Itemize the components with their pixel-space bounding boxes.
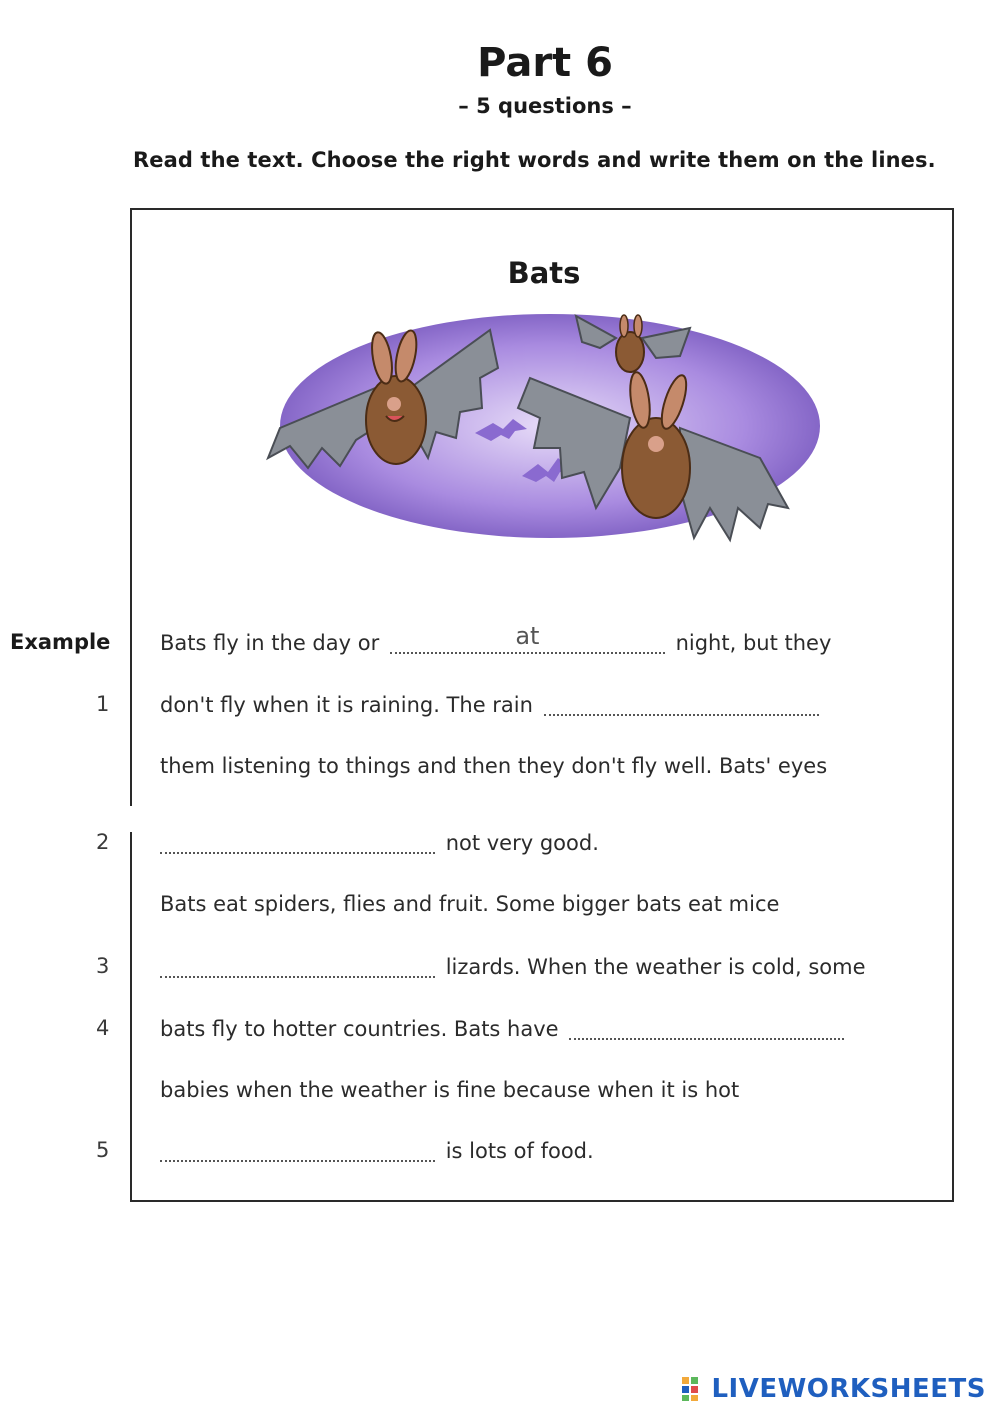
story-line-3 [160,954,866,979]
line-text: them listening to things and then they don't fly well. Bats' eyes [160,754,828,778]
frame-gap [124,806,136,832]
question-number: 3 [96,954,110,978]
story-line [160,1078,739,1102]
line-text: Bats fly in the day or [160,631,380,655]
story-line-2 [160,830,599,855]
answer-field-5[interactable] [160,1138,435,1162]
line-text: Bats eat spiders, flies and fruit. Some bigger bats eat mice [160,892,780,916]
story-line [160,754,827,778]
example-answer-field [390,622,665,654]
answer-field-4[interactable] [569,1016,844,1040]
answer-field-1[interactable] [544,692,819,716]
answer-field-3[interactable] [160,954,435,978]
question-number: 2 [96,830,110,854]
answer-field-2[interactable] [160,830,435,854]
line-text: lizards. When the weather is cold, some [445,955,866,979]
questions-subtitle: – 5 questions – [458,94,632,118]
question-number: 5 [96,1138,110,1162]
line-text: babies when the weather is fine because when it is hot [160,1078,740,1102]
line-text: is lots of food. [445,1139,594,1163]
story-line-1 [160,692,823,717]
bats-illustration [260,308,820,558]
story-line [160,892,779,916]
story-line-example [160,622,832,655]
story-line-5 [160,1138,594,1163]
liveworksheets-logo-icon [681,1376,707,1402]
line-text: not very good. [445,831,599,855]
question-number: 1 [96,692,110,716]
brand-name: LIVEWORKSHEETS [711,1374,986,1404]
brand-logo [681,1374,986,1404]
example-label: Example [10,630,111,654]
story-line-4 [160,1016,848,1041]
line-text: night, but they [675,631,832,655]
instructions: Read the text. Choose the right words and write them on the lines. [133,148,936,172]
example-answer: at [515,622,540,650]
part-title: Part 6 [477,40,613,86]
story-title: Bats [507,256,581,290]
line-text: bats fly to hotter countries. Bats have [160,1017,559,1041]
line-text: don't fly when it is raining. The rain [160,693,533,717]
question-number: 4 [96,1016,110,1040]
